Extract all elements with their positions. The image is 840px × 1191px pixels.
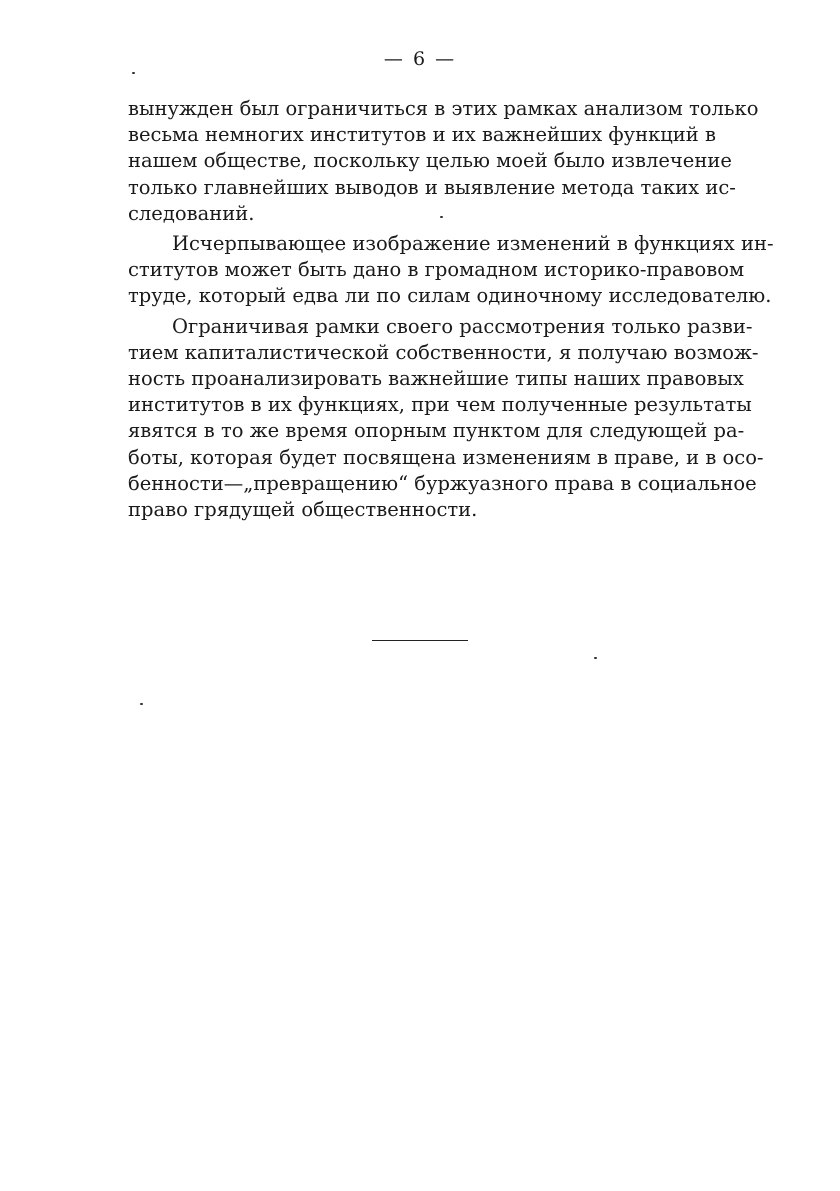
text-line: ность проанализировать важнейшие типы наших правовых [128,367,744,391]
text-line: Исчерпывающее изображение изменений в функциях ин- [172,232,774,256]
text-line: явятся в то же время опорным пунктом для следующей ра- [128,419,745,443]
text-line: бенности—„превращению“ буржуазного права в социальное [128,471,757,495]
paragraph-3 [128,314,764,524]
text-line: боты, которая будет посвящена изменениям в праве, и в осо- [128,445,764,469]
section-end-rule [372,640,468,641]
text-line: право грядущей общественности. [128,498,478,522]
paragraph-1 [128,96,759,227]
text-line: только главнейших выводов и выявление метода таких ис- [128,175,736,199]
scan-speck [594,657,597,659]
body-text [128,96,774,527]
scan-speck [132,72,135,74]
text-line: ститутов может быть дано в громадном историко-правовом [128,258,745,282]
text-line: институтов в их функциях, при чем полученные результаты [128,393,752,417]
scan-speck [440,216,443,218]
text-line: весьма немногих институтов и их важнейших функций в [128,123,716,147]
text-line: труде, который едва ли по силам одиночному исследователю. [128,284,772,308]
text-line: нашем обществе, поскольку целью моей было извлечение [128,149,732,173]
text-line: вынужден был ограничиться в этих рамках анализом только [128,97,759,120]
paragraph-2 [128,231,774,310]
page-number: — 6 — [383,48,457,70]
scan-speck [140,703,143,705]
text-line: следований. [128,201,255,225]
text-line: тием капиталистической собственности, я получаю возмож- [128,340,759,364]
text-line: Ограничивая рамки своего рассмотрения только разви- [172,314,753,338]
